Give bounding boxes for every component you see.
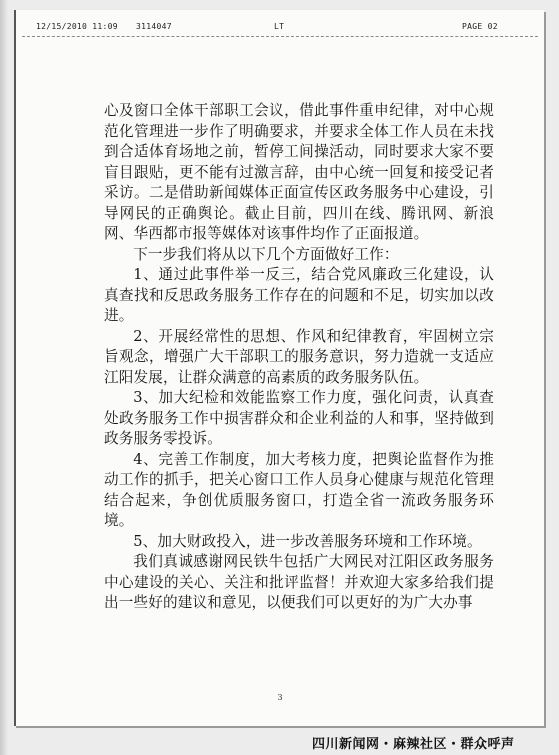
fax-header [36, 22, 536, 36]
paragraph-continued: 心及窗口全体干部职工会议，借此事件重申纪律，对中心规范化管理进一步作了明确要求，并要求全体工作人员在未找到合适体育场地之前，暂停工间操活动，同时要求大家不要盲目跟贴，更不能有过激言辞，由中心统一回复和接受记者采访。二是借助新闻媒体正面宣传区政务服务中心建设，引导网民的正确舆论。截止目前，四川在线、腾讯网、新浪网、华西都市报等媒体对该事件均作了正面报道。 [104, 102, 494, 242]
paragraph-next-steps: 下一步我们将从以下几个方面做好工作： [133, 245, 399, 263]
fax-id: 3114047 [136, 22, 172, 31]
paragraph-thanks: 我们真诚感谢网民铁牛包括广大网民对江阳区政务服务中心建设的关心、关注和批评监督！并欢迎大家多给我们提出一些好的建议和意见，以便我们可以更好的为广大办事 [104, 553, 494, 611]
list-item-1: 1、通过此事件举一反三，结合党风廉政三化建设，认真查找和反思政务服务工作存在的问题和不足，切实加以改进。 [104, 266, 494, 324]
fax-page-label: PAGE 02 [462, 22, 498, 31]
document-body [104, 101, 494, 614]
document-page [14, 10, 544, 726]
fax-datetime: 12/15/2010 11:09 [36, 22, 118, 31]
list-item-2: 2、开展经常性的思想、作风和纪律教育，牢固树立宗旨观念，增强广大干部职工的服务意识，努力造就一支适应江阳发展，让群众满意的高素质的政务服务队伍。 [104, 327, 494, 386]
page-number: 3 [277, 693, 283, 702]
list-item-3: 3、加大纪检和效能监察工作力度，强化问责，认真查处政务服务工作中损害群众和企业利益的人和事，坚持做到政务服务零投诉。 [104, 389, 494, 447]
fax-code: LT [274, 22, 285, 31]
site-watermark: 四川新闻网・麻辣社区・群众呼声 [312, 737, 515, 752]
list-item-5: 5、加大财政投入，进一步改善服务环境和工作环境。 [133, 532, 482, 550]
list-item-4: 4、完善工作制度，加大考核力度，把舆论监督作为推动工作的抓手，把关心窗口工作人员身心健康与规范化管理结合起来，争创优质服务窗口，打造全省一流政务服务环境。 [104, 450, 494, 529]
fax-header-rule [22, 36, 538, 37]
